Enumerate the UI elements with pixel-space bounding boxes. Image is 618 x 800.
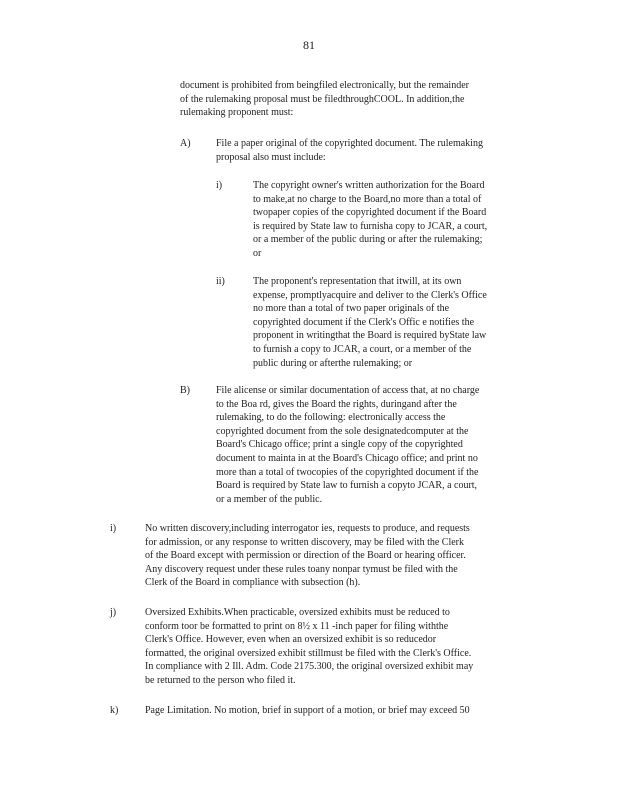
item-A-ii-paragraph: [253, 275, 533, 370]
item-k-label: k): [110, 705, 119, 716]
item-j-line: In compliance with 2 Ill. Adm. Code 2175.300, the original oversized exhibit may: [145, 661, 474, 673]
item-k-paragraph: [145, 704, 538, 718]
item-i-line: of the Board except with permission or direction of the Board or hearing officer.: [145, 550, 466, 562]
item-A-ii-line: The proponent's representation that itwill, at its own: [253, 276, 462, 287]
item-B-line: more than a total of twocopies of the copyrighted document if the: [216, 466, 479, 478]
item-i-label: i): [110, 523, 117, 534]
item-B-line: document to mainta in at the Board's Chicago office; and print no: [216, 452, 478, 464]
intro-paragraph: [180, 79, 520, 120]
intro-line: of the rulemaking proposal must be filedthroughCOOL. In addition,the: [180, 93, 465, 105]
item-B-label: B): [180, 385, 190, 396]
item-A-i-line: The copyright owner's written authorization for the Board: [253, 180, 485, 191]
item-A-i-line: or: [253, 247, 262, 259]
item-B-line: Board's Chicago office; print a single copy of the copyrighted: [216, 439, 463, 451]
page-number: 81: [303, 38, 315, 52]
item-j-paragraph: [145, 606, 538, 688]
item-B-line: File alicense or similar documentation of access that, at no charge: [216, 385, 480, 396]
item-B-line: or a member of the public.: [216, 493, 323, 505]
item-A-ii-line: public during or afterthe rulemaking; or: [253, 357, 413, 369]
item-j-line: be returned to the person who filed it.: [145, 674, 296, 686]
item-i-line: Clerk of the Board in compliance with subsection (h).: [145, 577, 361, 589]
item-A-ii-line: no more than a total of two paper originals of the: [253, 303, 450, 315]
item-A-ii-line: expense, promptlyacquire and deliver to the Clerk's Office: [253, 289, 487, 301]
item-B-paragraph: [216, 384, 532, 506]
item-A-i-label: i): [216, 180, 223, 191]
item-j-line: formatted, the original oversized exhibit stillmust be filed with the Clerk's Office.: [145, 647, 472, 659]
item-j-line: Oversized Exhibits.When practicable, oversized exhibits must be reduced to: [145, 607, 450, 618]
item-B-line: to the Boa rd, gives the Board the rights, duringand after the: [216, 398, 457, 410]
item-B-line: rulemaking, to do the following: electronically access the: [216, 412, 446, 424]
item-A-line: File a paper original of the copyrighted document. The rulemaking: [216, 138, 483, 149]
item-B-line: copyrighted document from the sole designatedcomputer at the: [216, 425, 469, 437]
item-i-line: No written discovery,including interrogator ies, requests to produce, and requests: [145, 523, 470, 534]
item-i-paragraph: [145, 522, 538, 590]
item-j-line: Clerk's Office. However, even when an oversized exhibit is so reducedor: [145, 634, 437, 646]
item-A-i-paragraph: [253, 179, 533, 261]
item-A-i-line: twopaper copies of the copyrighted document if the Board: [253, 207, 487, 219]
item-A-ii-line: copyrighted document if the Clerk's Offic e notifies the: [253, 316, 475, 328]
item-A-ii-line: to furnish a copy to JCAR, a court, or a member of the: [253, 343, 472, 355]
item-A-label: A): [180, 138, 191, 149]
item-A-i-line: to make,at no charge to the Board,no more than a total of: [253, 193, 482, 205]
item-i-line: Any discovery request under these rules toany nonpar tymust be filed with the: [145, 563, 458, 575]
item-A-i-line: or a member of the public during or after the rulemaking;: [253, 234, 483, 246]
intro-line: rulemaking proponent must:: [180, 107, 294, 119]
item-k-line: Page Limitation. No motion, brief in support of a motion, or brief may exceed 50: [145, 705, 470, 716]
intro-line: document is prohibited from beingfiled electronically, but the remainder: [180, 80, 469, 91]
item-j-line: conform toor be formatted to print on 8½ x 11 -inch paper for filing withthe: [145, 620, 449, 632]
item-A-line: proposal also must include:: [216, 151, 326, 163]
item-i-line: for admission, or any response to written discovery, may be filed with the Clerk: [145, 536, 464, 548]
item-A-i-line: is required by State law to furnisha copy to JCAR, a court,: [253, 220, 488, 232]
item-A-ii-label: ii): [216, 276, 225, 287]
item-j-label: j): [110, 607, 117, 618]
item-B-line: Board is required by State law to furnish a copyto JCAR, a court,: [216, 480, 478, 492]
item-A-ii-line: proponent in writingthat the Board is required byState law: [253, 330, 487, 342]
item-A-paragraph: [216, 137, 532, 164]
